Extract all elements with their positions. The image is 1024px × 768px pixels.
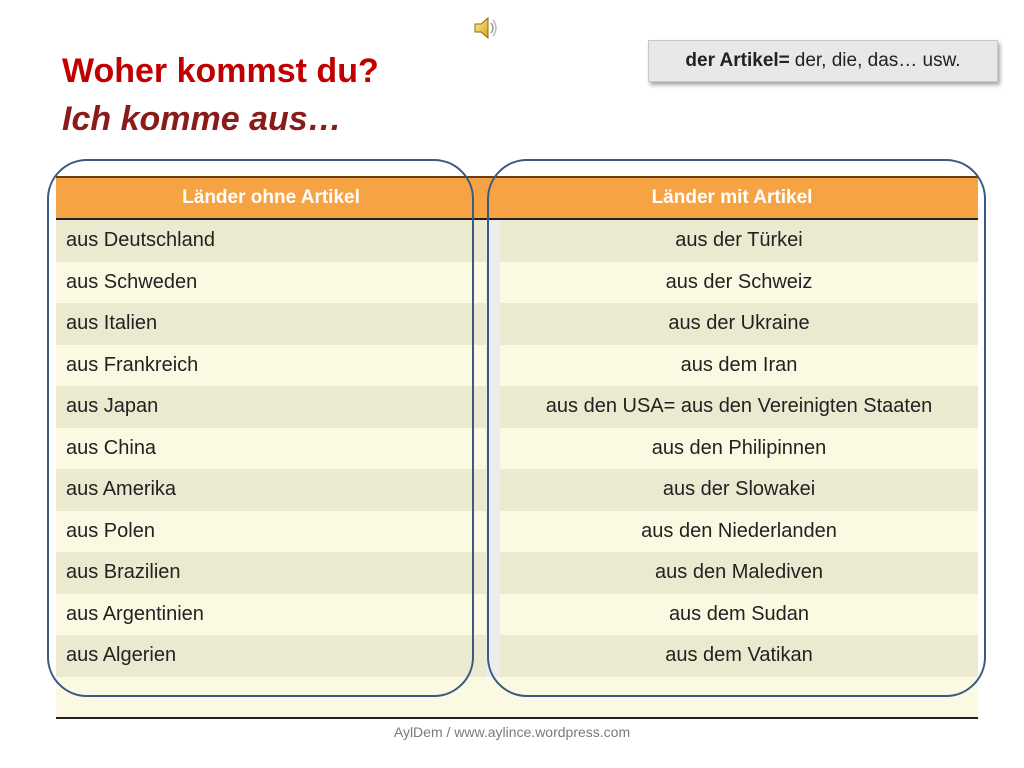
country-without-article: aus Japan — [66, 395, 159, 418]
country-without-article: aus Brazilien — [66, 561, 181, 584]
country-with-article: aus den Malediven — [655, 561, 823, 584]
column-gap — [486, 552, 500, 594]
table-row — [56, 220, 978, 262]
country-with-article: aus dem Vatikan — [665, 644, 813, 667]
speaker-icon[interactable] — [472, 14, 500, 42]
footer-credit: AylDem / www.aylince.wordpress.com — [393, 724, 631, 740]
country-with-article: aus der Türkei — [675, 229, 803, 252]
table-row — [56, 345, 978, 387]
column-gap — [486, 345, 500, 387]
country-with-article: aus dem Iran — [680, 353, 798, 376]
table-row — [56, 594, 978, 636]
column-gap — [486, 220, 500, 262]
table-row — [56, 262, 978, 304]
country-with-article: aus dem Sudan — [668, 602, 810, 625]
country-without-article: aus Deutschland — [66, 229, 215, 252]
column-gap — [486, 594, 500, 636]
column-gap — [486, 386, 500, 428]
country-with-article: aus der Slowakei — [662, 478, 816, 501]
column-gap — [486, 262, 500, 304]
page-subtitle: Ich komme aus… — [62, 100, 342, 138]
column-gap — [486, 428, 500, 470]
country-with-article: aus der Schweiz — [665, 270, 813, 293]
country-without-article: aus Argentinien — [66, 602, 204, 625]
header-with-article: Länder mit Artikel — [651, 187, 813, 208]
table-row — [56, 635, 978, 677]
country-without-article: aus Italien — [66, 312, 158, 335]
column-gap — [486, 469, 500, 511]
note-text: der, die, das… usw. — [794, 50, 961, 71]
country-without-article: aus Frankreich — [66, 353, 199, 376]
article-note-box — [648, 40, 998, 82]
table-row — [56, 386, 978, 428]
table-row — [56, 552, 978, 594]
page-title: Woher kommst du? — [62, 52, 379, 90]
table-bottom-padding — [56, 677, 978, 719]
country-without-article: aus Polen — [66, 519, 155, 542]
country-without-article: aus Amerika — [66, 478, 177, 501]
countries-table — [56, 176, 978, 719]
table-row — [56, 511, 978, 553]
table-row — [56, 303, 978, 345]
country-without-article: aus Schweden — [66, 270, 198, 293]
country-without-article: aus Algerien — [66, 644, 177, 667]
country-with-article: aus den USA= aus den Vereinigten Staaten — [545, 395, 933, 418]
header-without-article: Länder ohne Artikel — [182, 187, 360, 208]
column-gap — [486, 303, 500, 345]
table-row — [56, 428, 978, 470]
table-row — [56, 469, 978, 511]
country-without-article: aus China — [66, 436, 157, 459]
country-with-article: aus den Philipinnen — [651, 436, 827, 459]
country-with-article: aus den Niederlanden — [641, 519, 837, 542]
column-gap — [486, 511, 500, 553]
note-label: der Artikel= — [685, 50, 790, 71]
table-header-row — [56, 176, 978, 220]
table-body — [56, 220, 978, 677]
country-with-article: aus der Ukraine — [668, 312, 810, 335]
column-gap — [486, 635, 500, 677]
